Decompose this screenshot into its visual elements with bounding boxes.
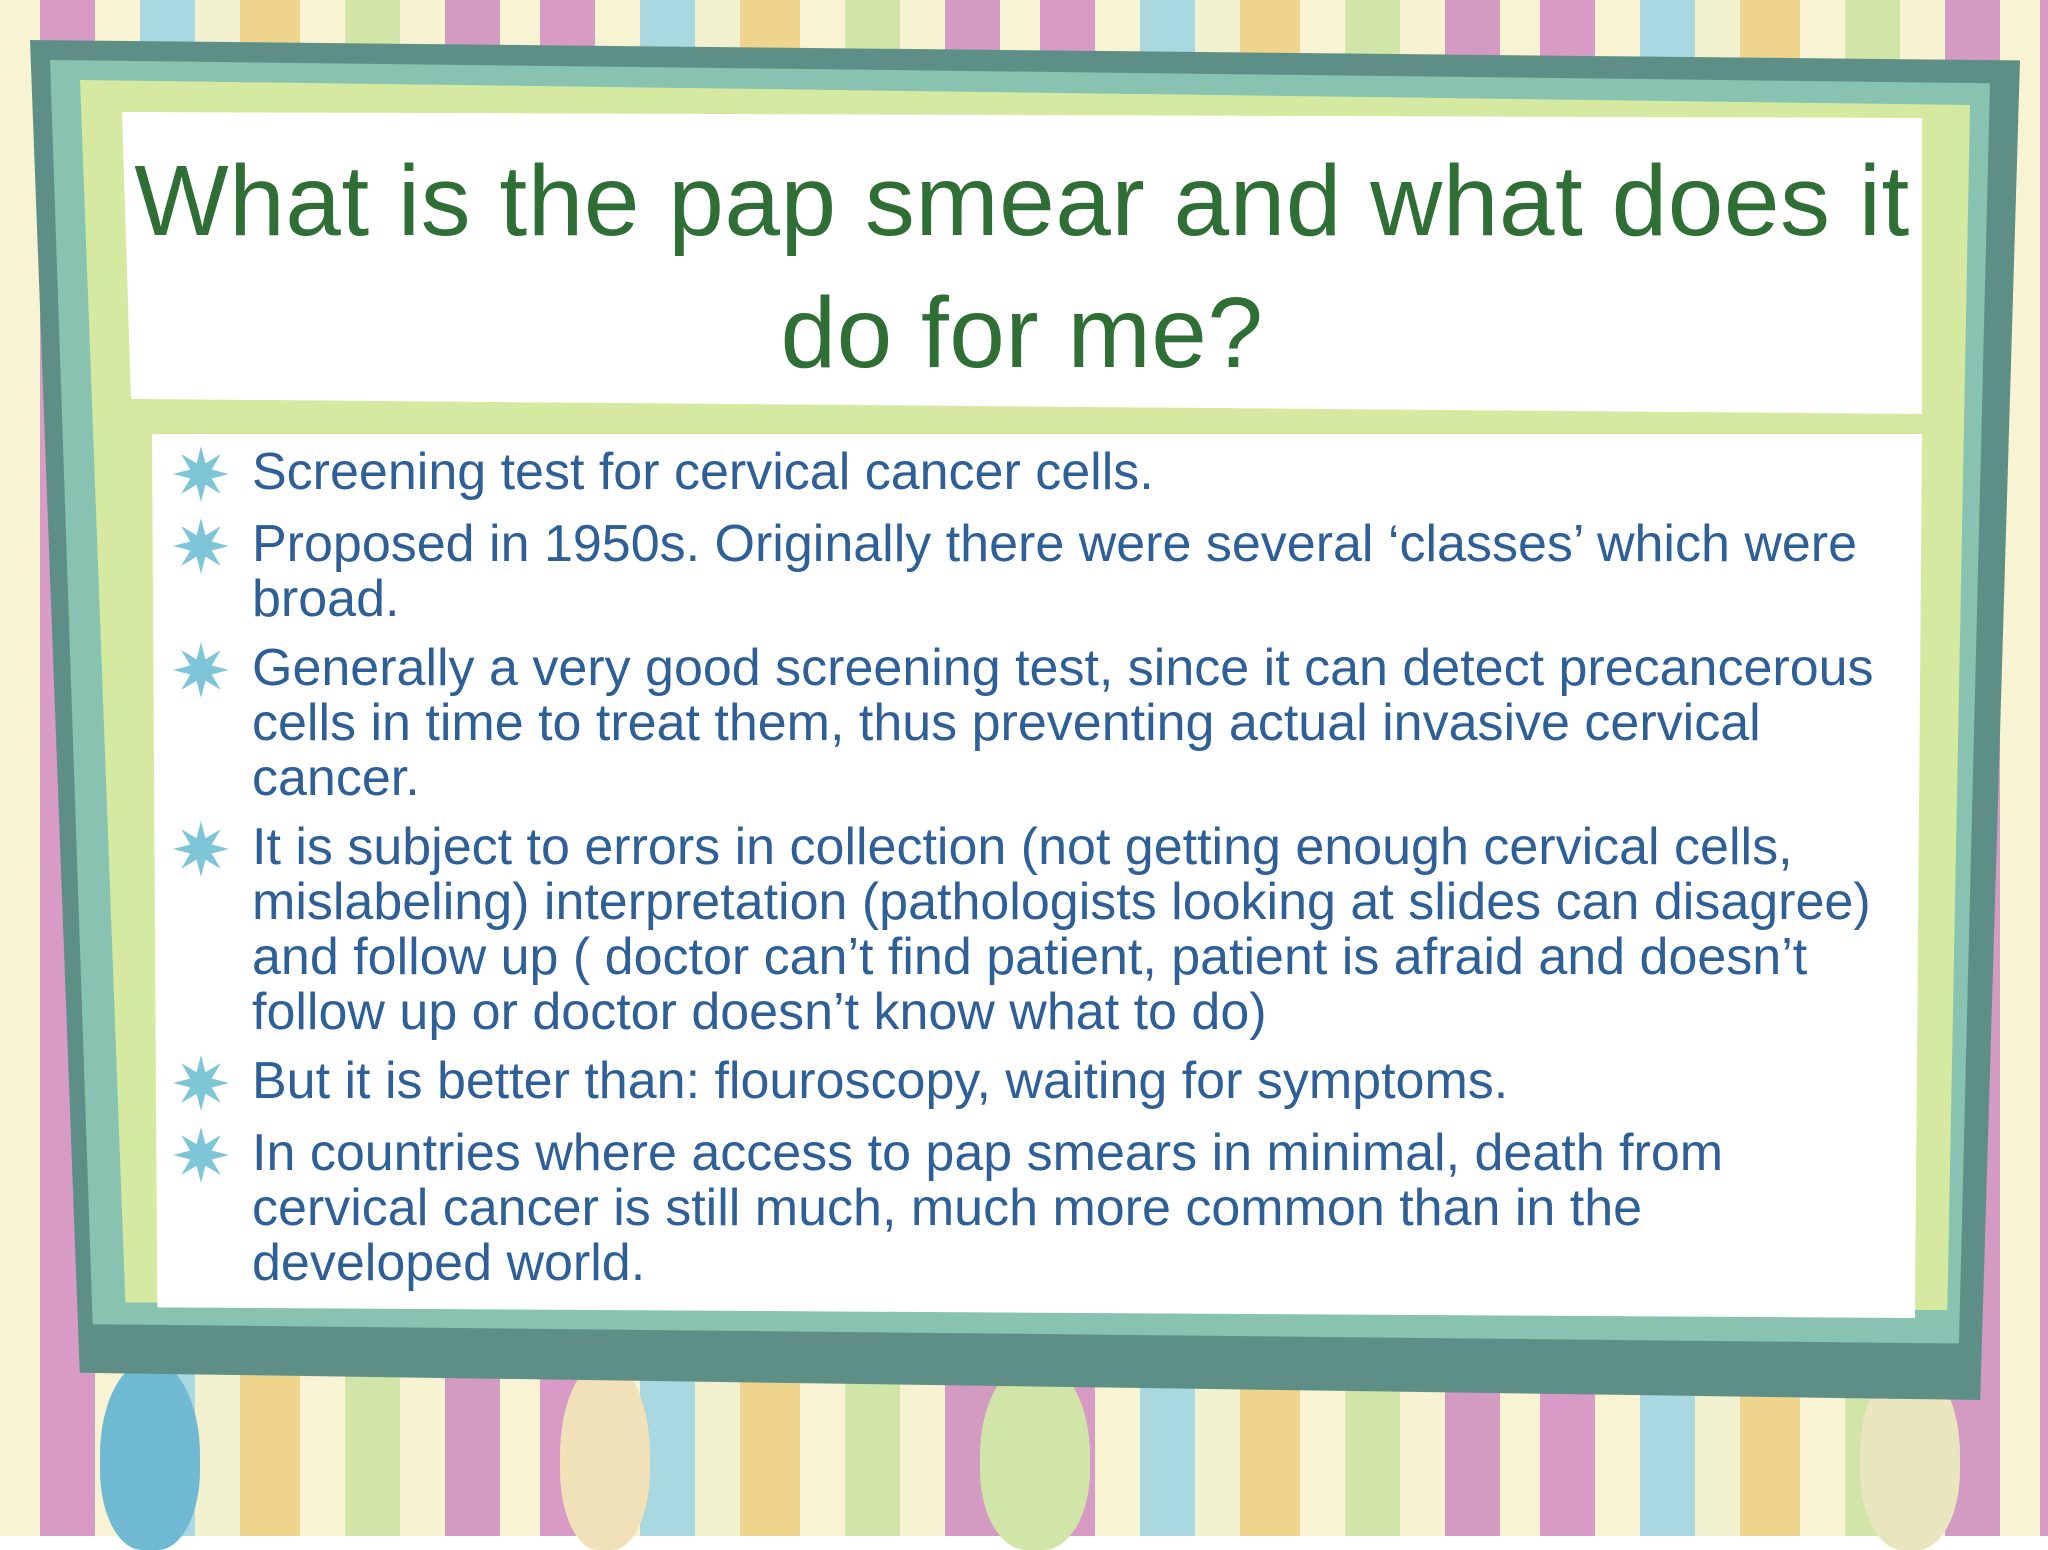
bullet-text: But it is better than: flouroscopy, waiting for symptoms. (252, 1052, 1509, 1110)
decorative-bulb (980, 1360, 1090, 1550)
star-burst-icon (172, 1054, 230, 1112)
bullet-item (172, 445, 1882, 503)
star-burst-icon (172, 445, 230, 503)
bullet-text: Generally a very good screening test, since it can detect precancerous cells in time to treat them, thus preventing actual invasive cervical cancer. (252, 639, 1874, 807)
slide-title: What is the pap smear and what does it do for me? (134, 145, 1910, 389)
bullet-text: Screening test for cervical cancer cells. (252, 443, 1154, 501)
star-burst-icon (172, 820, 230, 878)
bullet-item (172, 1126, 1882, 1291)
bullet-text: It is subject to errors in collection (not getting enough cervical cells, mislabeling) interpretation (pathologists looking at slides can disagree) and follow up ( doctor can’t find patient, patient is afraid and doesn’t follow up or doctor doesn’t know what to do) (252, 818, 1871, 1041)
decorative-bulb (560, 1360, 650, 1550)
bullet-item (172, 641, 1882, 806)
bullet-text: Proposed in 1950s. Originally there were several ‘classes’ which were broad. (252, 515, 1858, 628)
decorative-bulb (100, 1360, 200, 1550)
star-burst-icon (172, 641, 230, 699)
bullet-item (172, 820, 1882, 1040)
bullet-text: In countries where access to pap smears in minimal, death from cervical cancer is still much, much more common than in the developed world. (252, 1124, 1724, 1292)
star-burst-icon (172, 1126, 230, 1184)
star-burst-icon (172, 517, 230, 575)
bullet-item (172, 1054, 1882, 1112)
bullet-list (172, 445, 1882, 1305)
bullet-item (172, 517, 1882, 627)
